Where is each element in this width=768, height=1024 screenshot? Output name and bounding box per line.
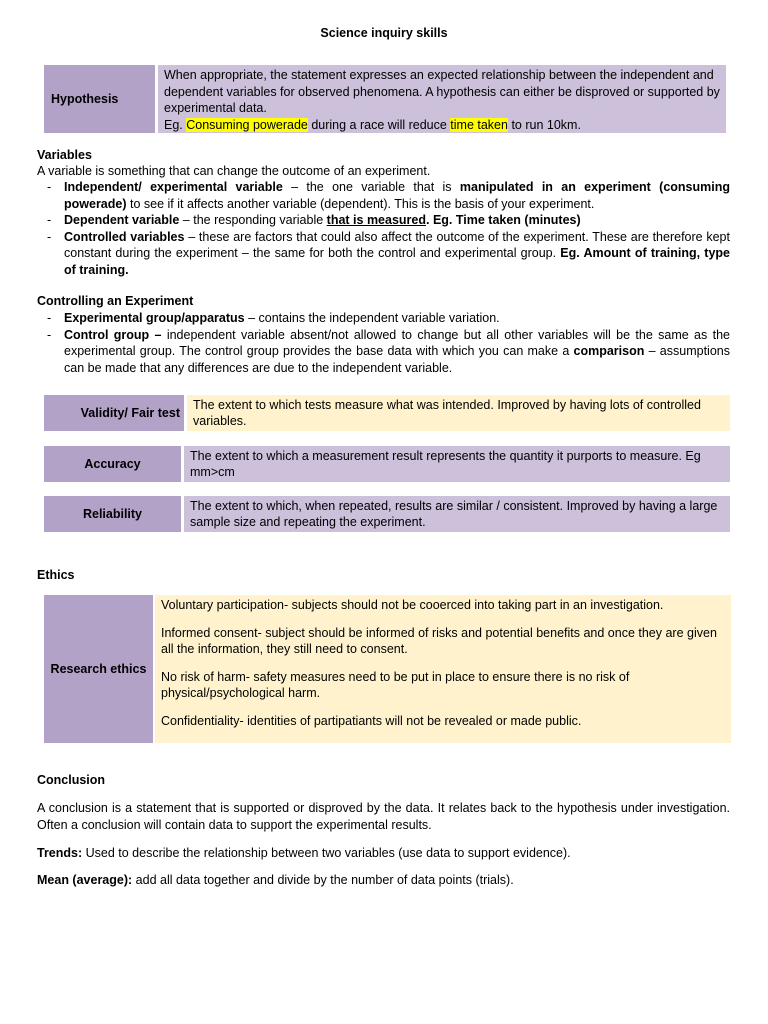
hypothesis-table <box>44 65 726 133</box>
hypothesis-eg-highlight-1: Consuming powerade <box>186 117 308 132</box>
list-item-experimental-group: - Experimental group/apparatus – contains the independent variable variation. <box>37 310 730 327</box>
list-item-control-group: - Control group – independent variable absent/not allowed to change but all other variables will be the same as the experimental group. The control group provides the base data with which you can make a comparison – assumptions can be made that any differences are due to the independent variable. <box>37 327 730 377</box>
controlling-list <box>37 310 730 376</box>
accuracy-table <box>44 446 730 482</box>
hypothesis-eg-mid: during a race will reduce <box>307 117 451 132</box>
list-item-independent: - Independent/ experimental variable – the one variable that is manipulated in an experiment (consuming powerade) to see if it affects another variable (dependent). This is the basis of your experiment. <box>37 179 730 212</box>
validity-table <box>44 395 730 431</box>
ethics-item-voluntary: Voluntary participation- subjects should not be cooerced into taking part in an investigation. <box>161 598 664 612</box>
variables-intro: A variable is something that can change the outcome of an experiment. <box>37 164 431 178</box>
conclusion-text: A conclusion is a statement that is supported or disproved by the data. It relates back to the hypothesis under investigation. Often a conclusion will contain data to support the experimental results. <box>37 801 730 832</box>
accuracy-label: Accuracy <box>44 446 184 482</box>
research-ethics-label: Research ethics <box>44 595 155 743</box>
research-ethics-content <box>155 595 731 743</box>
list-item-dependent: - Dependent variable – the responding variable that is measured. Eg. Time taken (minutes) <box>37 212 730 229</box>
variables-list <box>37 179 730 278</box>
conclusion-heading: Conclusion <box>37 773 106 787</box>
validity-definition: The extent to which tests measure what was intended. Improved by having lots of controlled variables. <box>187 395 730 431</box>
hypothesis-text: When appropriate, the statement expresses an expected relationship between the independent and dependent variables for observed phenomena. A hypothesis can either be disproved or supported by experimental data. <box>164 68 720 115</box>
page-title: Science inquiry skills <box>320 26 448 40</box>
ethics-item-consent: Informed consent- subject should be informed of risks and potential benefits and once they are given all the information, they still need to consent. <box>161 625 717 656</box>
hypothesis-eg-highlight-2: time taken <box>450 117 508 132</box>
accuracy-definition: The extent to which a measurement result represents the quantity it purports to measure. Eg mm>cm <box>184 446 730 482</box>
ethics-table <box>44 595 731 743</box>
hypothesis-eg-end: to run 10km. <box>507 117 581 132</box>
variables-heading: Variables <box>37 148 92 162</box>
reliability-table <box>44 496 730 532</box>
trends-definition: Trends: Used to describe the relationship between two variables (use data to support evidence). <box>37 846 571 860</box>
ethics-item-harm: No risk of harm- safety measures need to be put in place to ensure there is no risk of physical/psychological harm. <box>161 669 630 700</box>
controlling-heading: Controlling an Experiment <box>37 294 194 308</box>
hypothesis-label: Hypothesis <box>44 65 158 133</box>
reliability-definition: The extent to which, when repeated, results are similar / consistent. Improved by having a large sample size and repeating the experiment. <box>184 496 730 532</box>
ethics-item-confidentiality: Confidentiality- identities of partipatiants will not be revealed or made public. <box>161 713 582 728</box>
mean-definition: Mean (average): add all data together and divide by the number of data points (trials). <box>37 873 514 887</box>
hypothesis-definition <box>158 65 726 133</box>
list-item-controlled: - Controlled variables – these are factors that could also affect the outcome of the experiment. These are therefore kept constant during the experiment – the same for both the control and experimental group. Eg. Amount of training, type of training. <box>37 229 730 279</box>
ethics-heading: Ethics <box>37 568 75 582</box>
reliability-label: Reliability <box>44 496 184 532</box>
hypothesis-eg-prefix: Eg. <box>164 117 187 132</box>
validity-label: Validity/ Fair test <box>44 395 187 431</box>
